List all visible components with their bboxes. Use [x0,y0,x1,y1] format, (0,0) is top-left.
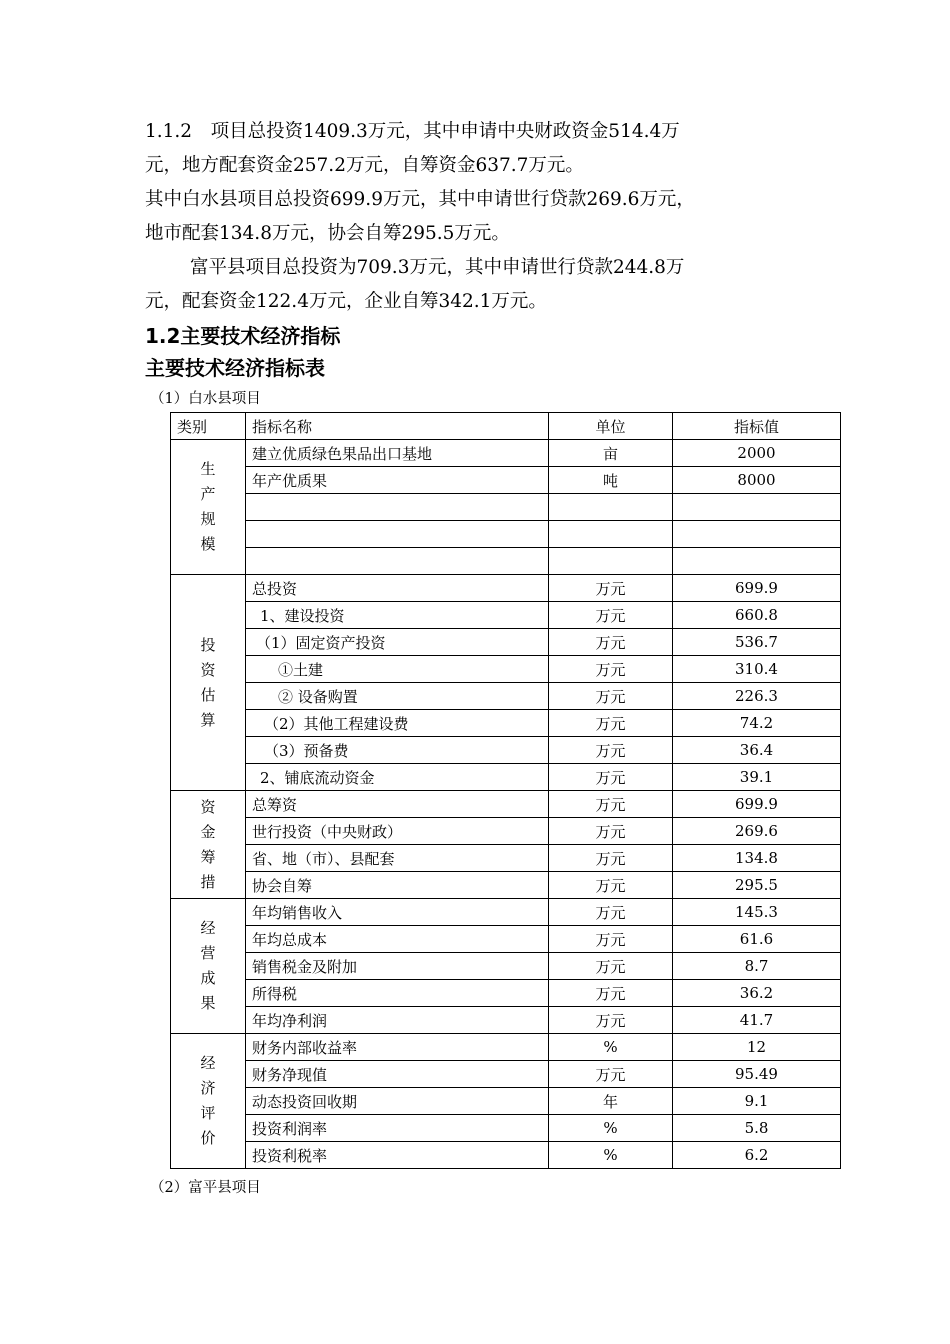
header-value: 指标值 [673,413,841,440]
indicator-name: 所得税 [246,980,549,1007]
category-cell [171,575,246,791]
category-char: 筹 [200,847,216,866]
indicator-name: 建立优质绿色果品出口基地 [246,440,549,467]
table-row [171,440,841,467]
category-char: 估 [200,685,216,704]
table-row [171,602,841,629]
indicator-value: 226.3 [673,683,841,710]
indicator-name: 年均总成本 [246,926,549,953]
indicator-value: 8000 [673,467,841,494]
table-row [171,1142,841,1169]
indicator-name: 总筹资 [246,791,549,818]
table-row [171,1007,841,1034]
indicator-unit: 万元 [549,764,673,791]
indicator-name: 年均净利润 [246,1007,549,1034]
indicator-unit: 万元 [549,845,673,872]
table-row [171,872,841,899]
indicator-value: 9.1 [673,1088,841,1115]
indicator-name: ② 设备购置 [246,683,549,710]
indicator-name: （2）其他工程建设费 [246,710,549,737]
section-heading: 1.2主要技术经济指标 [145,324,341,348]
indicator-unit: 亩 [549,440,673,467]
category-char: 经 [200,1054,216,1072]
table-row [171,845,841,872]
indicator-value: 39.1 [673,764,841,791]
indicator-name: 世行投资（中央财政） [246,818,549,845]
indicator-value: 5.8 [673,1115,841,1142]
indicator-unit: 万元 [549,683,673,710]
indicator-value [673,494,841,521]
indicator-unit: 万元 [549,953,673,980]
indicator-unit: 万元 [549,1007,673,1034]
indicator-value [673,521,841,548]
table-row [171,953,841,980]
indicator-value: 310.4 [673,656,841,683]
table-title: 主要技术经济指标表 [145,356,325,380]
indicator-value: 12 [673,1034,841,1061]
indicator-table [170,412,841,1169]
category-char: 措 [200,872,216,891]
header-category: 类别 [171,413,246,440]
indicator-value: 36.4 [673,737,841,764]
indicator-name: 销售税金及附加 [246,953,549,980]
indicator-unit: 万元 [549,872,673,899]
indicator-name: 2、铺底流动资金 [246,764,549,791]
category-char: 生 [200,460,216,478]
table-row [171,899,841,926]
indicator-name: 财务内部收益率 [246,1034,549,1061]
indicator-unit: % [549,1034,673,1061]
indicator-name [246,521,549,548]
indicator-name: 投资利润率 [246,1115,549,1142]
category-char: 金 [200,822,216,841]
category-char: 资 [200,660,216,679]
category-char: 济 [200,1079,216,1097]
category-char: 成 [200,969,216,987]
table-caption-fuping: （2）富平县项目 [150,1180,261,1196]
indicator-value: 36.2 [673,980,841,1007]
table-row [171,1115,841,1142]
indicator-name: 1、建设投资 [246,602,549,629]
indicator-unit: 万元 [549,980,673,1007]
table-row [171,1061,841,1088]
table-row [171,548,841,575]
indicator-name [246,494,549,521]
indicator-value: 145.3 [673,899,841,926]
indicator-name: 财务净现值 [246,1061,549,1088]
table-row [171,818,841,845]
category-char: 产 [200,485,216,503]
indicator-value: 6.2 [673,1142,841,1169]
table-row [171,764,841,791]
indicator-name: 动态投资回收期 [246,1088,549,1115]
indicator-unit: 万元 [549,575,673,602]
category-char: 价 [200,1129,216,1147]
indicator-name: 年均销售收入 [246,899,549,926]
indicator-unit: 年 [549,1088,673,1115]
indicator-value: 536.7 [673,629,841,656]
indicator-value: 699.9 [673,791,841,818]
header-name: 指标名称 [246,413,549,440]
table-row [171,710,841,737]
category-char: 营 [200,944,216,962]
table-row [171,1088,841,1115]
category-char: 规 [200,510,216,528]
indicator-unit [549,521,673,548]
table-row [171,494,841,521]
indicator-unit: 万元 [549,737,673,764]
indicator-unit: 万元 [549,1061,673,1088]
paragraph-3-line-1: 富平县项目总投资为709.3万元，其中申请世行贷款244.8万 [190,257,685,278]
indicator-name: 年产优质果 [246,467,549,494]
paragraph-1-line-1: 1.1.2 项目总投资1409.3万元，其中申请中央财政资金514.4万 [145,121,680,142]
indicator-unit: 万元 [549,926,673,953]
indicator-unit: 万元 [549,656,673,683]
table-row [171,575,841,602]
indicator-name [246,548,549,575]
indicator-unit: 万元 [549,602,673,629]
category-cell [171,899,246,1034]
indicator-name: 协会自筹 [246,872,549,899]
table-row [171,737,841,764]
table-row [171,791,841,818]
table-row [171,980,841,1007]
indicator-value: 269.6 [673,818,841,845]
paragraph-2-line-2: 地市配套134.8万元，协会自筹295.5万元。 [145,223,510,244]
indicator-unit: 万元 [549,710,673,737]
category-char: 经 [200,919,216,937]
indicator-name: （3）预备费 [246,737,549,764]
indicator-name: 投资利税率 [246,1142,549,1169]
table-row [171,467,841,494]
indicator-unit: % [549,1115,673,1142]
category-char: 评 [200,1104,216,1122]
table-caption-baishui: （1）白水县项目 [150,391,261,407]
indicator-name: （1）固定资产投资 [246,629,549,656]
indicator-value: 660.8 [673,602,841,629]
table-row [171,1034,841,1061]
category-char: 投 [200,635,216,654]
indicator-unit: 万元 [549,791,673,818]
category-cell [171,1034,246,1169]
indicator-name: ①土建 [246,656,549,683]
paragraph-1-line-2: 元，地方配套资金257.2万元，自筹资金637.7万元。 [145,155,584,176]
table-row [171,521,841,548]
indicator-unit: % [549,1142,673,1169]
indicator-value: 295.5 [673,872,841,899]
table-row [171,683,841,710]
indicator-value: 41.7 [673,1007,841,1034]
table-row [171,926,841,953]
indicator-unit: 万元 [549,629,673,656]
table-row [171,629,841,656]
indicator-value: 95.49 [673,1061,841,1088]
indicator-name: 省、地（市）、县配套 [246,845,549,872]
indicator-value: 74.2 [673,710,841,737]
paragraph-3-line-2: 元，配套资金122.4万元，企业自筹342.1万元。 [145,291,547,312]
indicator-value: 699.9 [673,575,841,602]
category-char: 资 [200,797,216,816]
indicator-name: 总投资 [246,575,549,602]
category-char: 果 [200,994,216,1012]
table-row [171,656,841,683]
indicator-value: 134.8 [673,845,841,872]
indicator-unit: 吨 [549,467,673,494]
header-unit: 单位 [549,413,673,440]
category-cell [171,440,246,575]
table-header-row [171,413,841,440]
indicator-unit: 万元 [549,899,673,926]
category-char: 算 [200,710,216,729]
category-char: 模 [200,535,216,553]
indicator-value: 61.6 [673,926,841,953]
indicator-unit [549,548,673,575]
category-cell [171,791,246,899]
indicator-unit [549,494,673,521]
paragraph-2-line-1: 其中白水县项目总投资699.9万元，其中申请世行贷款269.6万元， [145,189,695,210]
indicator-unit: 万元 [549,818,673,845]
indicator-value: 8.7 [673,953,841,980]
indicator-value: 2000 [673,440,841,467]
indicator-value [673,548,841,575]
